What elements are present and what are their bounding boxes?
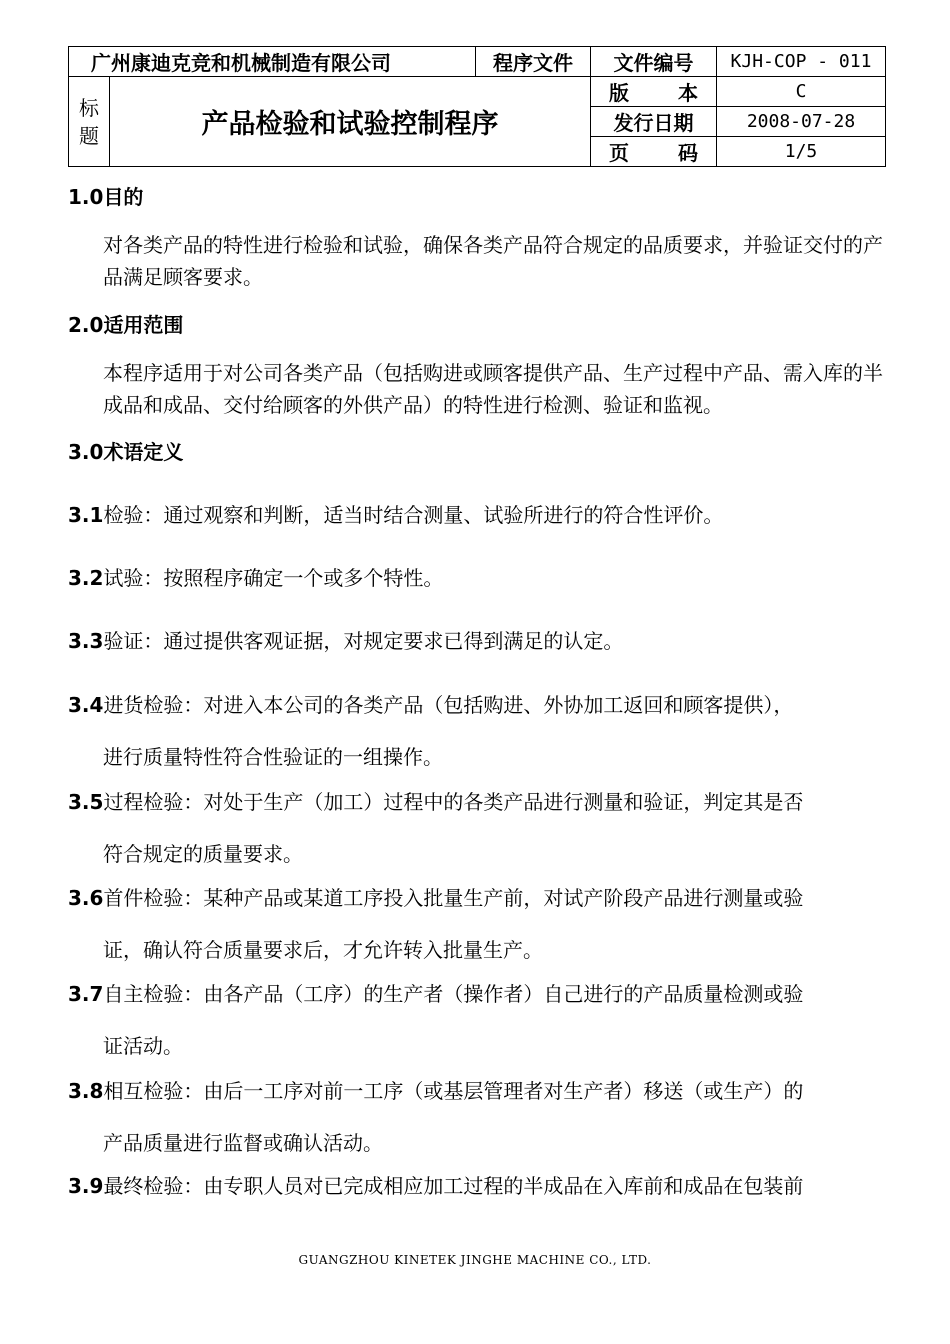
issue-date-value: 2008-07-28 bbox=[717, 107, 886, 137]
page-label: 页 码 bbox=[591, 137, 717, 167]
document-header-table bbox=[68, 46, 886, 167]
term-3-2: 3.2试验：按照程序确定一个或多个特性。 bbox=[68, 566, 444, 590]
page-footer-company: GUANGZHOU KINETEK JINGHE MACHINE CO., LTD. bbox=[298, 1253, 652, 1267]
doc-number-label: 文件编号 bbox=[591, 47, 717, 77]
term-3-6: 3.6首件检验：某种产品或某道工序投入批量生产前，对试产阶段产品进行测量或验 bbox=[68, 886, 804, 910]
version-label: 版 本 bbox=[591, 77, 717, 107]
term-3-1: 3.1检验：通过观察和判断，适当时结合测量、试验所进行的符合性评价。 bbox=[68, 503, 724, 527]
title-label bbox=[69, 77, 110, 167]
company-name: 广州康迪克竞和机械制造有限公司 bbox=[69, 47, 476, 77]
term-3-4: 3.4进货检验：对进入本公司的各类产品（包括购进、外协加工返回和顾客提供）， bbox=[68, 693, 794, 717]
term-3-5-continuation: 符合规定的质量要求。 bbox=[103, 842, 303, 866]
title-label-char-2: 题 bbox=[79, 123, 99, 148]
term-3-8: 3.8相互检验：由后一工序对前一工序（或基层管理者对生产者）移送（或生产）的 bbox=[68, 1079, 804, 1103]
term-3-9: 3.9最终检验：由专职人员对已完成相应加工过程的半成品在入库前和成品在包装前 bbox=[68, 1174, 804, 1198]
term-3-7: 3.7自主检验：由各产品（工序）的生产者（操作者）自己进行的产品质量检测或验 bbox=[68, 982, 804, 1006]
term-3-3: 3.3验证：通过提供客观证据，对规定要求已得到满足的认定。 bbox=[68, 629, 624, 653]
title-label-char-1: 标 bbox=[79, 95, 99, 120]
term-3-4-continuation: 进行质量特性符合性验证的一组操作。 bbox=[103, 745, 443, 769]
term-3-6-continuation: 证，确认符合质量要求后，才允许转入批量生产。 bbox=[103, 938, 543, 962]
section-heading-scope: 2.0适用范围 bbox=[68, 313, 184, 337]
version-value: C bbox=[717, 77, 886, 107]
doc-number: KJH-COP - 011 bbox=[717, 47, 886, 77]
section-body-purpose: 对各类产品的特性进行检验和试验，确保各类产品符合规定的品质要求，并验证交付的产品满足顾客要求。 bbox=[103, 233, 883, 289]
page-number: 1/5 bbox=[717, 137, 886, 167]
section-heading-terms: 3.0术语定义 bbox=[68, 440, 184, 464]
document-title: 产品检验和试验控制程序 bbox=[110, 77, 591, 167]
section-heading-purpose: 1.0目的 bbox=[68, 185, 144, 209]
section-body-scope: 本程序适用于对公司各类产品（包括购进或顾客提供产品、生产过程中产品、需入库的半成品和成品、交付给顾客的外供产品）的特性进行检测、验证和监视。 bbox=[103, 361, 883, 417]
term-3-5: 3.5过程检验：对处于生产（加工）过程中的各类产品进行测量和验证，判定其是否 bbox=[68, 790, 804, 814]
term-3-7-continuation: 证活动。 bbox=[103, 1034, 183, 1058]
issue-date-label: 发行日期 bbox=[591, 107, 717, 137]
term-3-8-continuation: 产品质量进行监督或确认活动。 bbox=[103, 1131, 383, 1155]
document-type: 程序文件 bbox=[476, 47, 591, 77]
